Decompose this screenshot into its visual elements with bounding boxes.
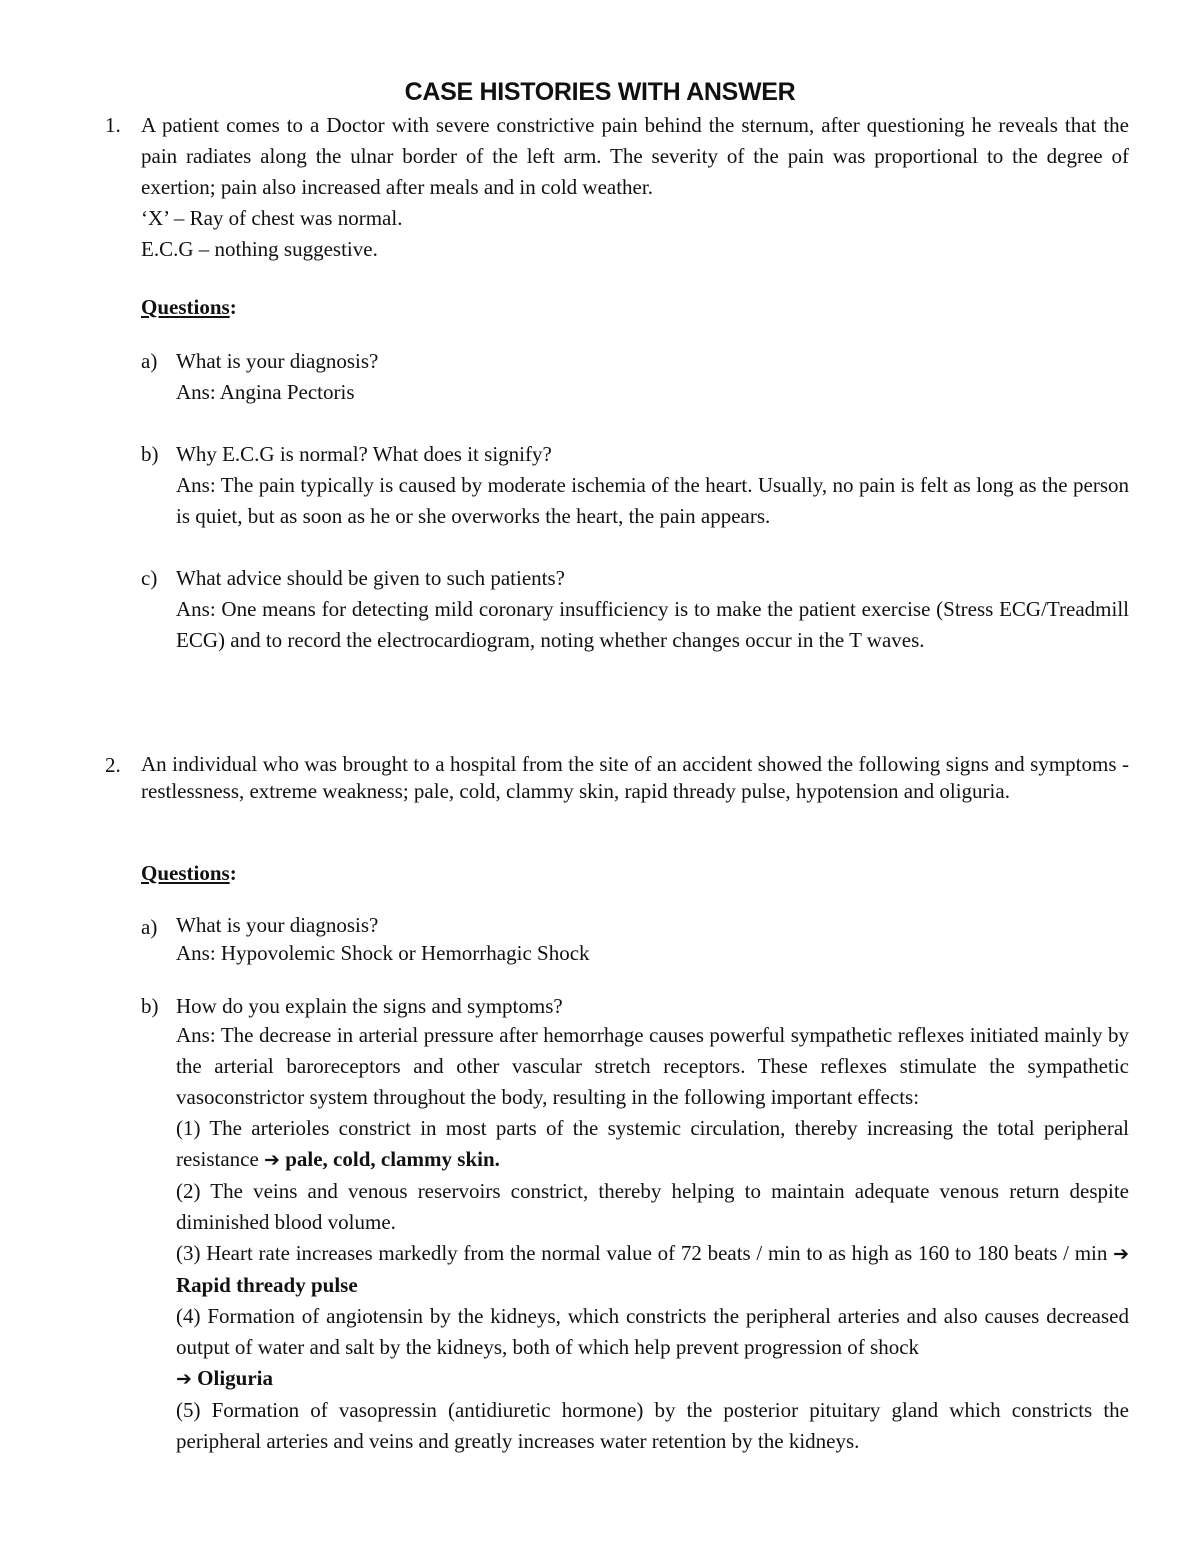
case-2-qb-letter: b) [141,994,159,1018]
case-1-ecg-note: E.C.G – nothing suggestive. [141,237,378,261]
effect-3-text: (3) Heart rate increases markedly from the normal value of 72 beats / min to as high as 160 to 180 beats / min [176,1241,1114,1265]
case-1-qb-answer: Ans: The pain typically is caused by moderate ischemia of the heart. Usually, no pain is felt as long as the person is quiet, but as soon as he or she overworks the heart, the pain appears. [176,473,1129,528]
right-arrow-icon: ➔ [264,1149,280,1171]
questions-colon: : [229,295,237,319]
right-arrow-icon: ➔ [1113,1243,1129,1265]
questions-colon: : [229,861,237,885]
effect-3 [176,1238,1129,1301]
case-2-qb-answer [176,1020,1129,1457]
effect-1-text: (1) The arterioles constrict in most parts of the systemic circulation, thereby increasing the total peripheral resistance [176,1116,1129,1171]
right-arrow-icon: ➔ [176,1368,192,1390]
case-1-qa-answer: Ans: Angina Pectoris [176,380,355,404]
case-2-qa-question: What is your diagnosis? [176,913,379,937]
answer-intro: Ans: The decrease in arterial pressure after hemorrhage causes powerful sympathetic reflexes initiated mainly by the arterial baroreceptors and other vascular stretch receptors. These reflexes stimulate the sympathetic vasoconstrictor system throughout the body, resulting in the following important effects: [176,1023,1129,1109]
effect-1 [176,1113,1129,1176]
case-1-qb-question: Why E.C.G is normal? What does it signify? [176,442,552,466]
case-1-xray-note: ‘X’ – Ray of chest was normal. [141,206,403,230]
case-2-qa-answer: Ans: Hypovolemic Shock or Hemorrhagic Shock [176,941,590,965]
effect-4-result-line [176,1363,1129,1395]
case-2-number: 2. [105,753,121,777]
effect-5: (5) Formation of vasopressin (antidiuretic hormone) by the posterior pituitary gland which constricts the peripheral arteries and veins and greatly increases water retention by the kidneys. [176,1398,1129,1453]
case-1-qa-question: What is your diagnosis? [176,349,379,373]
case-2-paragraph: An individual who was brought to a hospital from the site of an accident showed the following signs and symptoms - restlessness, extreme weakness; pale, cold, clammy skin, rapid thready pulse, hypotension and oliguria. [141,752,1129,803]
case-1-qc-letter: c) [141,566,158,590]
case-1-number: 1. [105,113,121,137]
case-2-qa-letter: a) [141,915,158,939]
effect-2: (2) The veins and venous reservoirs constrict, thereby helping to maintain adequate venous return despite diminished blood volume. [176,1179,1129,1234]
effect-4: (4) Formation of angiotensin by the kidneys, which constricts the peripheral arteries and also causes decreased output of water and salt by the kidneys, both of which help prevent progression of shock [176,1304,1129,1359]
questions-label: Questions [141,861,230,885]
effect-1-result: pale, cold, clammy skin. [279,1147,500,1171]
case-1-qc-answer: Ans: One means for detecting mild coronary insufficiency is to make the patient exercise (Stress ECG/Treadmill ECG) and to record the electrocardiogram, noting whether changes occur in the T waves. [176,597,1129,652]
effect-3-result: Rapid thready pulse [176,1273,358,1297]
case-1-qb-letter: b) [141,442,159,466]
case-2-questions-heading [141,858,237,889]
case-1-qa-letter: a) [141,349,158,373]
questions-label: Questions [141,295,230,319]
effect-4-result: Oliguria [191,1366,274,1390]
case-2-qb-question: How do you explain the signs and symptoms? [176,994,563,1018]
document-title: CASE HISTORIES WITH ANSWER [404,78,796,106]
case-1-paragraph: A patient comes to a Doctor with severe constrictive pain behind the sternum, after questioning he reveals that the pain radiates along the ulnar border of the left arm. The severity of the pain was proportional to the degree of exertion; pain also increased after meals and in cold weather. [141,113,1129,199]
case-1-questions-heading [141,292,237,323]
case-1-qc-question: What advice should be given to such patients? [176,566,565,590]
